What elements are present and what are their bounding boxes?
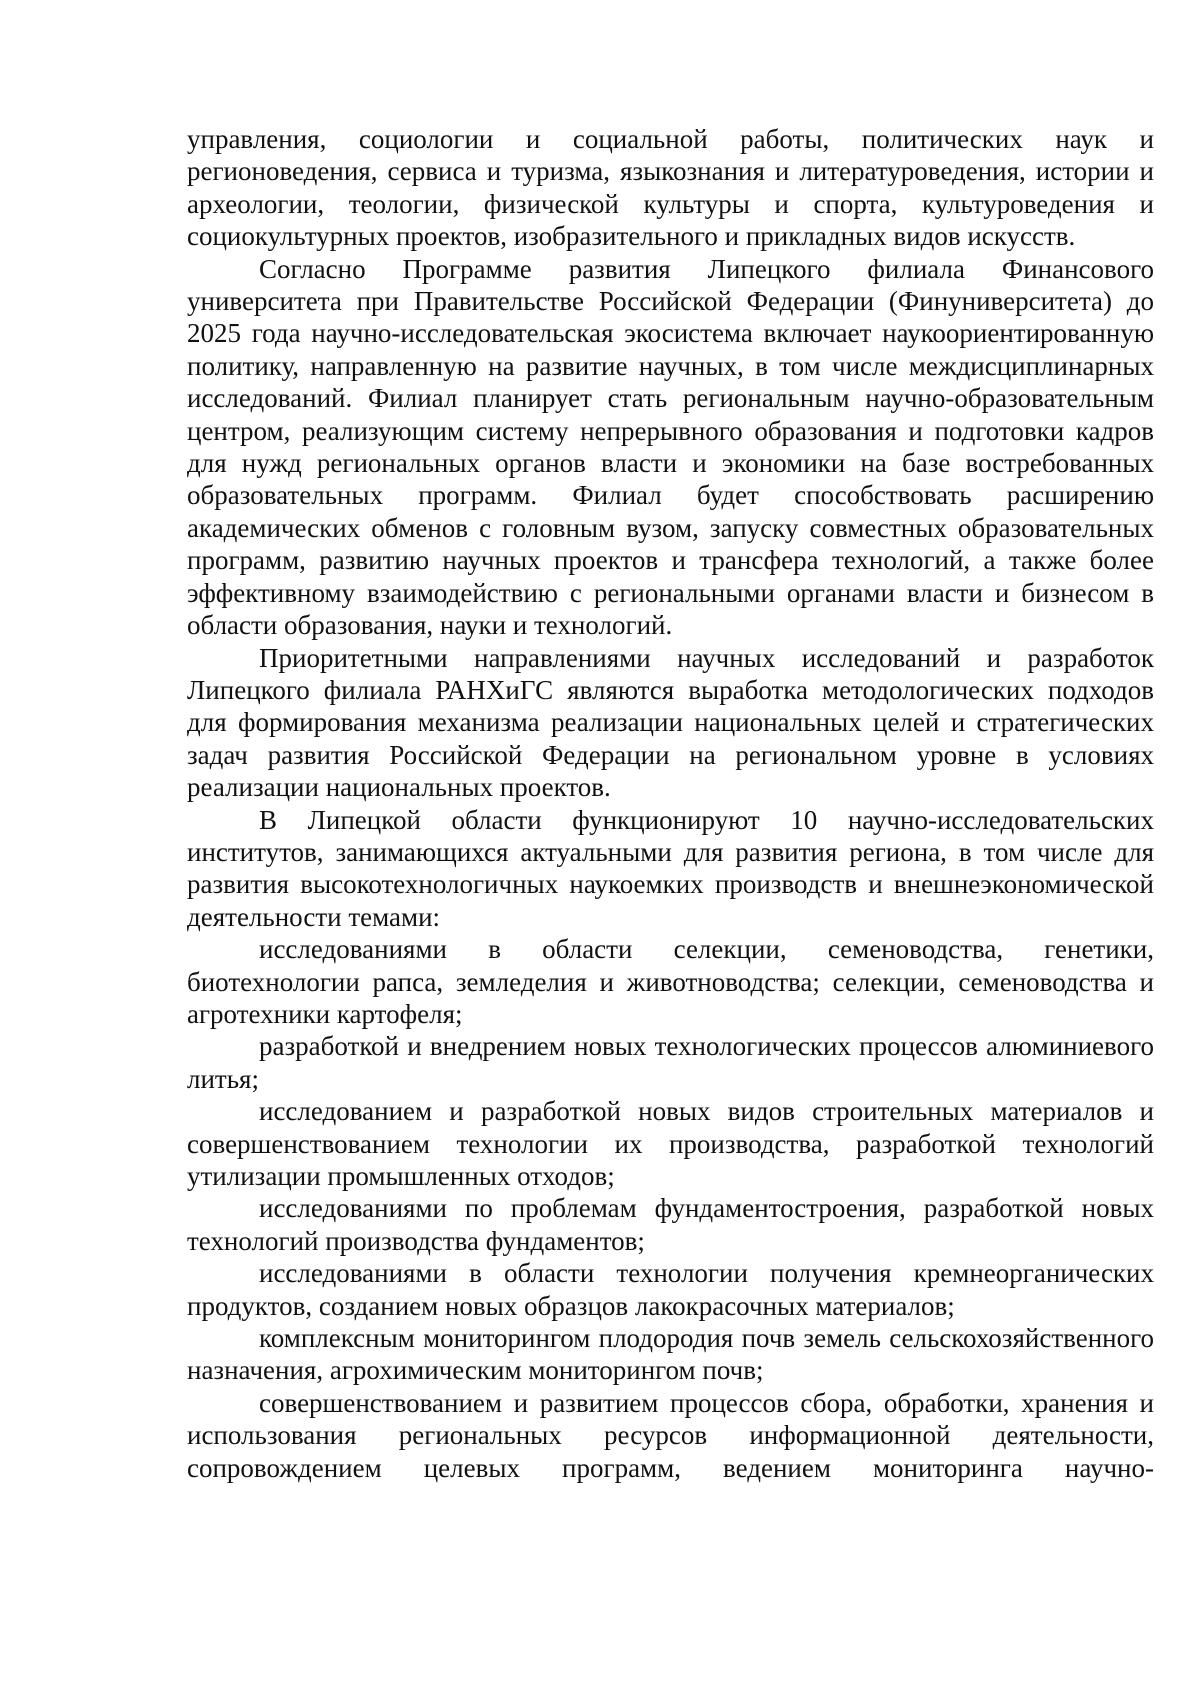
paragraph-financial-university-program: Согласно Программе развития Липецкого филиала Финансового университета при Правительстве Российской Федерации (Финуниверситета) до 2025 года научно-исследовательская экосистема включает наукоориентированную политику, направленную на развитие научных, в том числе междисциплинарных исследований. Филиал планирует стать региональным научно-образовательным центром, реализующим систему непрерывного образования и подготовки кадров для нужд региональных органов власти и экономики на базе востребованных образовательных программ. Филиал будет способствовать расширению академических обменов с головным вузом, запуску совместных образовательных программ, развитию научных проектов и трансфера технологий, а также более эффективному взаимодействию с региональными органами власти и бизнесом в области образования, науки и технологий. — [187, 253, 1154, 641]
list-item-aluminium-casting: разработкой и внедрением новых технологических процессов алюминиевого литья; — [187, 1031, 1154, 1094]
document-page — [187, 123, 1154, 1484]
list-item-information-resources: совершенствованием и развитием процессов сбора, обработки, хранения и использования региональных ресурсов информационной деятельности, сопровождением целевых программ, ведением мониторинга научно- — [187, 1387, 1154, 1483]
list-item-organosilicon-products: исследованиями в области технологии получения кремнеорганических продуктов, созданием новых образцов лакокрасочных материалов; — [187, 1258, 1154, 1321]
list-item-breeding-research: исследованиями в области селекции, семеноводства, генетики, биотехнологии рапса, земледелия и животноводства; селекции, семеноводства и агротехники картофеля; — [187, 934, 1154, 1029]
list-item-foundation-engineering: исследованиями по проблемам фундаментостроения, разработкой новых технологий производства фундаментов; — [187, 1193, 1154, 1256]
paragraph-faculties-list: управления, социологии и социальной работы, политических наук и регионоведения, сервиса и туризма, языкознания и литературоведения, истории и археологии, теологии, физической культуры и спорта, культуроведения и социокультурных проектов, изобразительного и прикладных видов искусств. — [187, 124, 1154, 252]
list-item-soil-monitoring: комплексным мониторингом плодородия почв земель сельскохозяйственного назначения, агрохимическим мониторингом почв; — [187, 1323, 1154, 1386]
paragraph-ranepa-priorities: Приоритетными направлениями научных исследований и разработок Липецкого филиала РАНХиГС являются выработка методологических подходов для формирования механизма реализации национальных целей и стратегических задач развития Российской Федерации на региональном уровне в условиях реализации национальных проектов. — [187, 642, 1154, 803]
list-item-building-materials: исследованием и разработкой новых видов строительных материалов и совершенствованием технологии их производства, разработкой технологий утилизации промышленных отходов; — [187, 1096, 1154, 1191]
paragraph-research-institutes: В Липецкой области функционируют 10 научно-исследовательских институтов, занимающихся актуальными для развития региона, в том числе для развития высокотехнологичных наукоемких производств и внешнеэкономической деятельности темами: — [187, 804, 1154, 932]
